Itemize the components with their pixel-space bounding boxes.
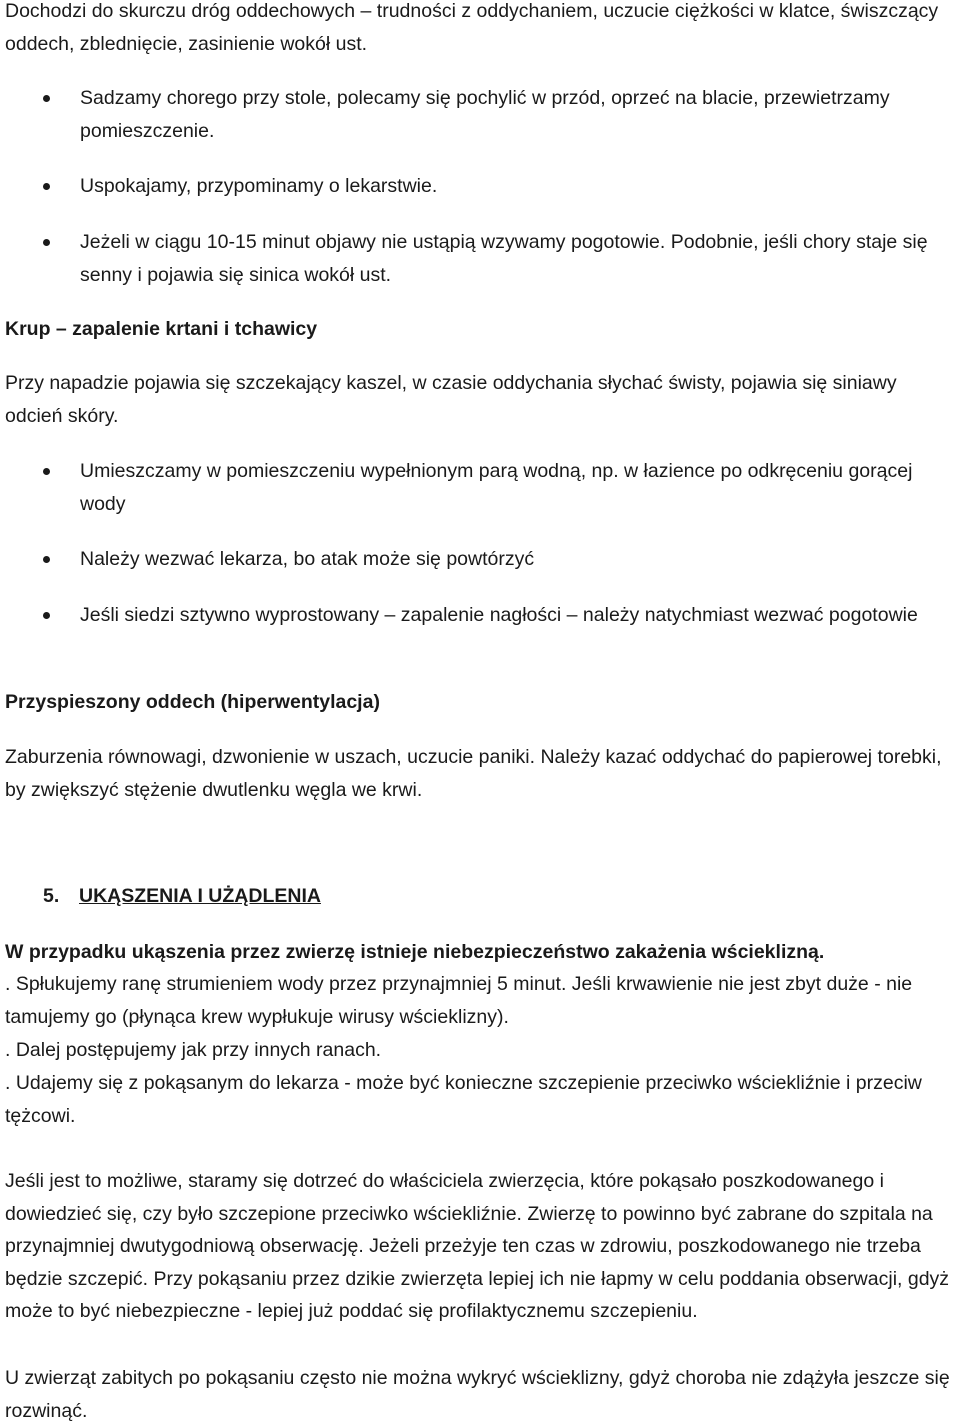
hyperventilation-paragraph: Zaburzenia równowagi, dzwonienie w uszach, uczucie paniki. Należy kazać oddychać do papierowej torebki, by zwiększyć stężenie dwutlenku węgla we krwi.	[5, 746, 942, 801]
heading-hyperventilation: Przyspieszony oddech (hiperwentylacja)	[5, 691, 380, 713]
asthma-bullet-1: Sadzamy chorego przy stole, polecamy się pochylić w przód, oprzeć na blacie, przewietrzamy pomieszczenie.	[80, 87, 890, 142]
section-title: UKĄSZENIA I UŻĄDLENIA	[79, 885, 321, 907]
asthma-bullet-2: Uspokajamy, przypominamy o lekarstwie.	[80, 175, 438, 197]
bite-step-1: . Spłukujemy ranę strumieniem wody przez przynajmniej 5 minut. Jeśli krwawienie nie jest zbyt duże - nie tamujemy go (płynąca krew wypłukuje wirusy wścieklizny).	[5, 973, 913, 1028]
bullet-icon	[43, 556, 50, 563]
krup-paragraph: Przy napadzie pojawia się szczekający kaszel, w czasie oddychania słychać świsty, pojawia się siniawy odcień skóry.	[5, 372, 897, 427]
heading-krup: Krup – zapalenie krtani i tchawicy	[5, 318, 318, 340]
bullet-icon	[43, 239, 50, 246]
section-number: 5.	[43, 885, 60, 907]
krup-bullet-1: Umieszczamy w pomieszczeniu wypełnionym parą wodną, np. w łazience po odkręceniu gorącej wody	[80, 460, 913, 515]
bite-step-2: . Dalej postępujemy jak przy innych ranach.	[5, 1039, 382, 1061]
krup-bullet-3: Jeśli siedzi sztywno wyprostowany – zapalenie nagłości – należy natychmiast wezwać pogotowie	[80, 604, 918, 626]
bullet-icon	[43, 612, 50, 619]
bite-warning-heading: W przypadku ukąszenia przez zwierzę istnieje niebezpieczeństwo zakażenia wścieklizną.	[5, 941, 825, 963]
owner-paragraph: Jeśli jest to możliwe, staramy się dotrzeć do właściciela zwierzęcia, które pokąsało poszkodowanego i dowiedzieć się, czy było szczepione przeciwko wściekliźnie. Zwierzę to powinno być zabrane do szpitala na przynajmniej dwutygodniową obserwację. Jeżeli przeżyje ten czas w zdrowiu, poszkodowanego nie trzeba będzie szczepić. Przy pokąsaniu przez dzikie zwierzęta lepiej ich nie łapmy w celu poddania obserwacji, gdyż może to być niebezpieczne - lepiej już poddać się profilaktycznemu szczepieniu.	[5, 1170, 950, 1322]
bullet-icon	[43, 183, 50, 190]
bite-step-3: . Udajemy się z pokąsanym do lekarza - może być konieczne szczepienie przeciwko wściekliźnie i przeciw tężcowi.	[5, 1072, 922, 1127]
bullet-icon	[43, 468, 50, 475]
asthma-intro-paragraph: Dochodzi do skurczu dróg oddechowych – trudności z oddychaniem, uczucie ciężkości w klatce, świszczący oddech, zblednięcie, zasinienie wokół ust.	[5, 0, 939, 55]
wild-animals-paragraph: U zwierząt zabitych po pokąsaniu często nie można wykryć wścieklizny, gdyż choroba nie zdążyła jeszcze się rozwinąć.	[5, 1367, 950, 1422]
krup-bullet-2: Należy wezwać lekarza, bo atak może się powtórzyć	[80, 548, 535, 570]
bullet-icon	[43, 95, 50, 102]
asthma-bullet-3: Jeżeli w ciągu 10-15 minut objawy nie ustąpią wzywamy pogotowie. Podobnie, jeśli chory staje się senny i pojawia się sinica wokół ust.	[80, 231, 928, 286]
